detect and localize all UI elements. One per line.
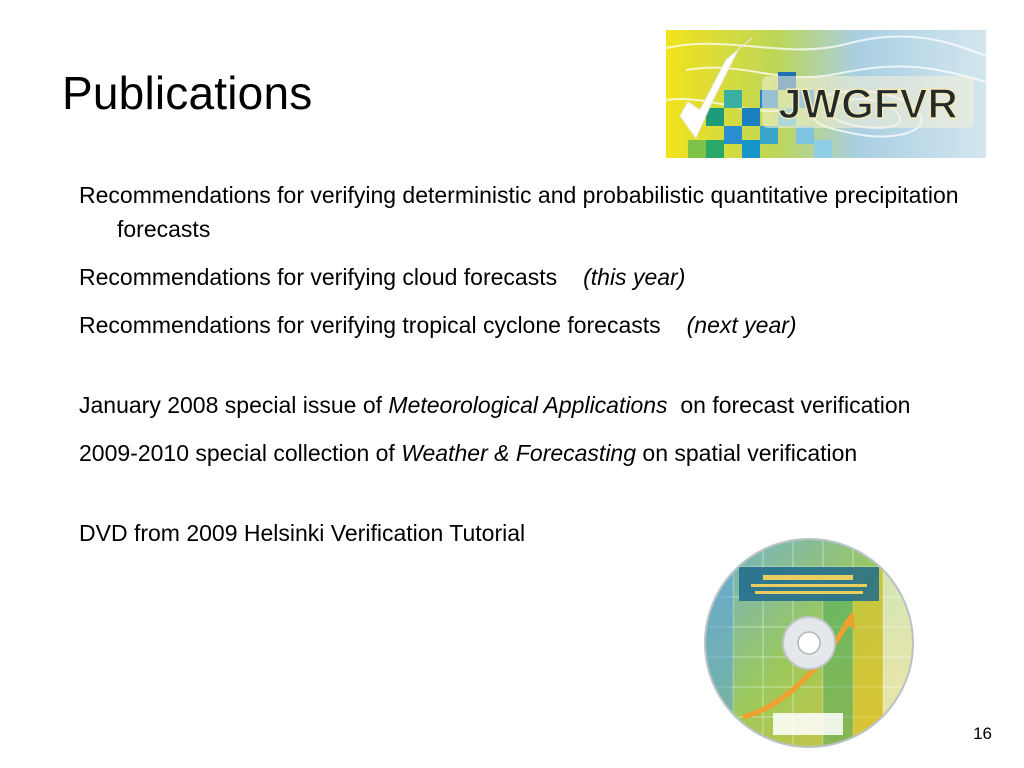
logo-text: JWGFVR <box>778 80 958 127</box>
jwgfvr-logo <box>666 30 986 158</box>
list-item: 2009-2010 special collection of Weather & Forecasting on spatial verification <box>79 440 858 466</box>
page-number: 16 <box>973 724 992 743</box>
journal-name: Meteorological Applications <box>388 392 668 418</box>
list-item: January 2008 special issue of Meteorological Applications on forecast verification <box>79 392 911 418</box>
dvd-image <box>703 537 915 749</box>
list-item-note: (this year) <box>583 264 686 290</box>
list-item: Recommendations for verifying deterministic and probabilistic quantitative precipitation forecasts <box>79 182 959 242</box>
list-item: DVD from 2009 Helsinki Verification Tutorial <box>79 520 526 546</box>
slide-title: Publications <box>62 67 313 119</box>
list-item: Recommendations for verifying tropical cyclone forecasts (next year) <box>79 312 797 338</box>
list-item: Recommendations for verifying cloud forecasts (this year) <box>79 264 686 290</box>
journal-name: Weather & Forecasting <box>401 440 637 466</box>
slide-body <box>79 178 979 550</box>
list-item-note: (next year) <box>686 312 797 338</box>
